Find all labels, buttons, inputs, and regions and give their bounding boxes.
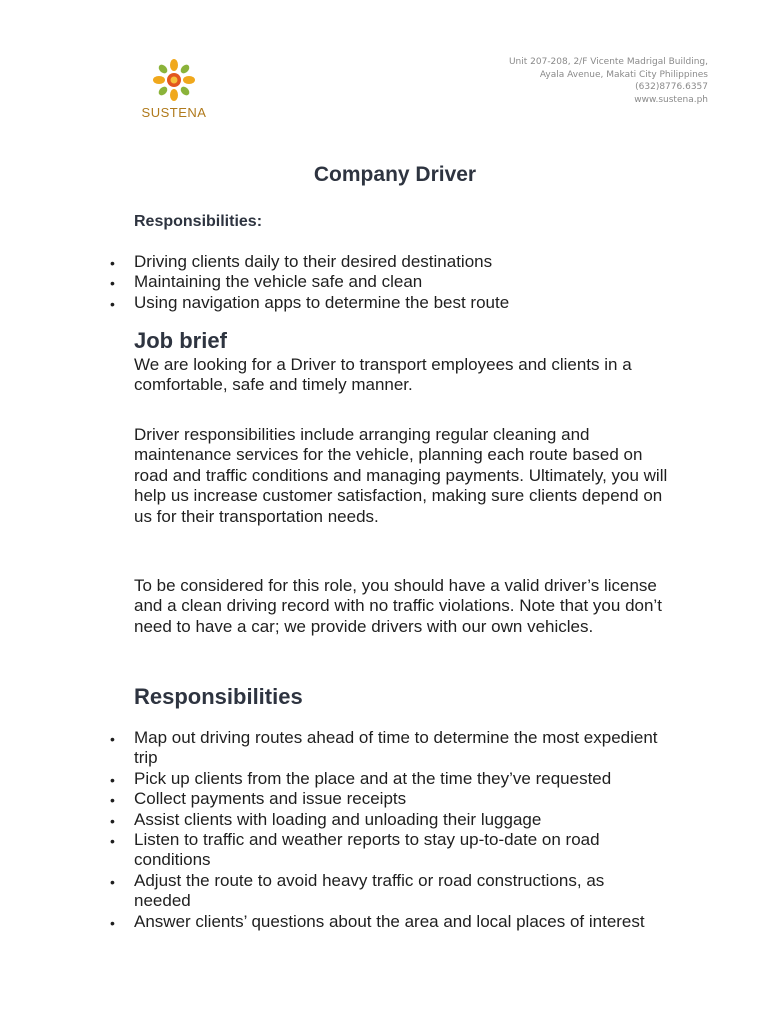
requirements-paragraph: To be considered for this role, you should have a valid driver’s license and a clean driving record with no traffic violations. Note that you don’t need to have a car; we provide drivers with our own vehicles. [134,576,662,636]
list-item: • Listen to traffic and weather reports to stay up-to-date on road conditions [0,830,664,871]
list-item: • Maintaining the vehicle safe and clean [0,272,664,292]
list-item: • Map out driving routes ahead of time to determine the most expedient trip [0,728,664,769]
list-item: • Collect payments and issue receipts [0,789,664,809]
summary-list [0,252,768,313]
sunflower-icon [150,58,198,104]
list-item: • Using navigation apps to determine the best route [0,293,664,313]
responsibilities-list [0,728,768,932]
responsibilities-heading: Responsibilities [134,684,303,709]
list-item: • Pick up clients from the place and at the time they’ve requested [0,769,664,789]
address-line: Ayala Avenue, Makati City Philippines [539,69,708,80]
list-item: • Driving clients daily to their desired destinations [0,252,664,272]
logo-text: SUSTENA [141,105,207,120]
intro-paragraph: We are looking for a Driver to transport employees and clients in a comfortable, safe and timely manner. [134,355,632,395]
list-item: • Adjust the route to avoid heavy traffic or road constructions, as needed [0,871,664,912]
company-logo [136,58,212,124]
document-title: Company Driver [313,163,477,186]
website-url: www.sustena.ph [634,94,708,105]
responsibilities-subheading: Responsibilities: [134,213,263,230]
company-address [509,56,708,106]
duties-paragraph: Driver responsibilities include arranging regular cleaning and maintenance services for the vehicle, planning each route based on road and traffic conditions and managing payments. Ultimately, you will help us increase customer satisfaction, making sure clients depend on us for their transportation needs. [134,425,668,526]
phone-number: (632)8776.6357 [635,82,708,92]
list-item: • Answer clients’ questions about the area and local places of interest [0,912,664,932]
address-line: Unit 207-208, 2/F Vicente Madrigal Building, [508,57,708,67]
job-brief-heading: Job brief [134,328,227,353]
list-item: • Assist clients with loading and unloading their luggage [0,810,664,830]
